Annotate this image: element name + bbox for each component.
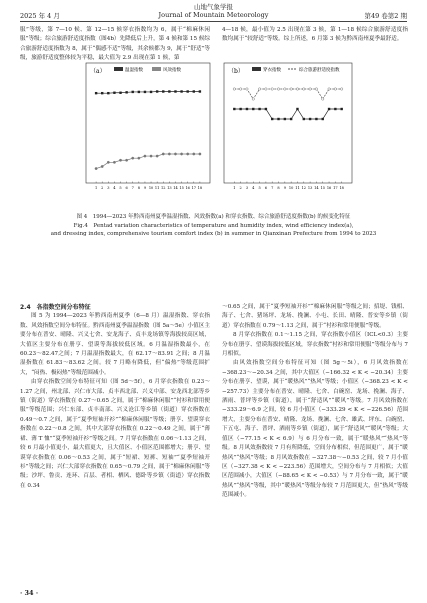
x-tick-label: 5 <box>258 186 261 190</box>
x-tick-label: 4 <box>252 186 255 190</box>
data-point <box>315 118 317 120</box>
x-tick-label: 11 <box>295 186 300 190</box>
paragraph: 8 月穿衣指数在 0.1～1.15 之间，穿衣指数小值区（ICL<0.3）主要分布在册亨、望谟海拔较低区域，穿衣指数“衬衫和常用便服”等级分布与 7 月相似。 <box>222 332 408 358</box>
data-point <box>125 159 127 161</box>
data-point <box>233 88 235 90</box>
x-tick-label: 5 <box>119 186 122 190</box>
data-point <box>168 90 170 92</box>
x-tick-label: 9 <box>283 186 286 190</box>
data-point <box>138 91 140 93</box>
data-point <box>150 155 152 157</box>
data-point <box>258 108 260 110</box>
x-tick-label: 14 <box>314 186 319 190</box>
data-point <box>303 88 305 90</box>
data-point <box>309 88 311 90</box>
x-tick-label: 17 <box>333 186 338 190</box>
legend-swatch-thi <box>114 67 123 71</box>
data-point <box>265 108 267 110</box>
data-point <box>199 90 201 92</box>
data-point <box>156 90 158 92</box>
x-tick-label: 7 <box>131 186 134 190</box>
legend-swatch-wei <box>152 67 161 71</box>
legend-swatch-dress <box>252 67 261 71</box>
data-point <box>95 92 97 94</box>
x-tick-label: 11 <box>154 186 160 190</box>
data-point <box>340 88 342 90</box>
x-tick-label: 2 <box>239 186 242 190</box>
x-tick-label: 15 <box>179 186 184 190</box>
data-point <box>309 118 311 120</box>
data-point <box>186 153 188 155</box>
panel-b-label: （b） <box>228 68 244 75</box>
chart-marks <box>95 88 344 190</box>
x-tick-label: 1 <box>94 186 98 190</box>
x-tick-label: 6 <box>264 186 268 190</box>
x-tick-label: 8 <box>137 186 140 190</box>
data-point <box>328 108 330 110</box>
legend-label-wei: 风效指数 <box>163 68 181 73</box>
data-point <box>246 108 248 110</box>
x-tick-label: 10 <box>288 186 294 190</box>
data-point <box>239 108 241 110</box>
data-point <box>265 88 267 90</box>
panel-a-label: （a） <box>90 68 106 75</box>
data-point <box>132 157 134 159</box>
data-point <box>322 98 324 100</box>
data-point <box>174 90 176 92</box>
paragraph: ～0.65 之间，属于“夏季短袖开衫”“棉麻休闲服”等级之间；招堤、钱相、海子、七舍、猪场坪、龙场、挽澜、小屯、长田、晴隆、普安等乡镇（街道）穿衣指数在 0.79～1.13 之间，属于“衬衫和常用便服”等级。 <box>222 304 408 329</box>
data-point <box>233 108 235 110</box>
figure-4 <box>72 61 356 207</box>
journal-title-en: Journal of Mountain Meteorology <box>158 11 269 19</box>
issue-volume: 第49 卷第2 期 <box>364 12 407 20</box>
data-point <box>303 118 305 120</box>
data-point <box>193 153 195 155</box>
data-point <box>322 118 324 120</box>
x-tick-label: 17 <box>191 186 197 190</box>
data-point <box>334 88 336 90</box>
legend-label-comfort: 综合旅游舒适度指数 <box>299 68 340 73</box>
x-tick-label: 15 <box>320 186 325 190</box>
data-point <box>156 155 158 157</box>
paragraph: 由风效指数空间分布特征可知（图 5g～5i），6 月风效指数在 −368.23～−20.34 之间，其中大值区（−166.32 < K < −20.34）主要分布在册亨、望谟，属于“暖热风”“热风”等级；小值区（−368.23 < K < −257.73）主要分布在普安、晴隆、七舍、白碗窑、龙场、挽澜、海子、洒雨、普坪等乡镇（街道），属于“舒适风”“暖风”等级。7 月风效指数在 −333.29～6.9 之间，较 6 月小值区（−333.29 < K < −226.56）范围增大，主要分布在普安、晴隆、龙场、挽澜、七舍、雄武、坪东、白碗窑、下五屯、海子、普坪、洒雨等乡镇（街道），属于“舒适风”“暖风”等级；大值区（−77.15 < K < 6.9）与 6 月分布一致，属于“暖热风”“热风”等级。8 月风效指数较 7 月有所降低，空间分布相似，但范围更广，属于“暖热风”“热风”等级；8 月风效指数在 −327.38～−0.53 之间，较 7 月小值区（−327.38 < K < −223.56）范围增大，空间分布与 7 月相似；大值区范围减小，大值区（−88.65 < K < −0.53）与 7 月分布一致，属于“暖热风”“热风”等级，其中“暖热风”等级分布较 7 月范围更大，但“热风”等级范围减小。 <box>222 360 408 499</box>
data-point <box>125 91 127 93</box>
paragraph: 由穿衣指数空间分布特征可知（图 5d～5f），6 月穿衣指数在 0.23～1.27 之间，州北部、兴仁市大部、贞丰西北部、兴义中部、安龙西北部等乡镇（街道）穿衣指数在 0.27～0.65 之间，属于“棉麻休闲服”“衬衫和常用便服”等级范围；兴仁东部、贞丰南部、兴义沧江等乡镇（街道）穿衣指数在 0.49～0.7 之间，属于“夏季短袖开衫”“棉麻休闲服”等级；册亨、望谟穿衣指数在 0.22～0.8 之间，其中大部穿衣指数在 0.22～0.49 之间，属于“薄裙、薄 T 恤”“夏季短袖开衫”等级之间。7 月穿衣指数在 0.06～1.13 之间，较 6 月最小值更小，最大值更大，且大值区、小值区范围都增大；册亨、望谟穿衣指数在 0.06～0.53 之间，属于“短裙、短裤、短袖”“夏季短袖开衫”等级之间；兴仁大部穿衣指数在 0.65～0.79 之间，属于“棉麻休闲服”等级；沙坪、鲁贡、连环、百层、者相、栖风、德卧等乡镇（街道）穿衣指数在 0.34 <box>20 379 210 489</box>
data-point <box>252 98 254 100</box>
data-point <box>296 108 298 110</box>
data-point <box>144 91 146 93</box>
data-point <box>246 88 248 90</box>
x-tick-label: 13 <box>307 186 313 190</box>
data-point <box>290 118 292 120</box>
x-tick-label: 7 <box>271 186 274 190</box>
data-point <box>101 92 103 94</box>
x-tick-label: 8 <box>277 186 280 190</box>
data-point <box>174 153 176 155</box>
x-tick-label: 18 <box>197 186 203 190</box>
data-point <box>107 161 109 163</box>
top-right-column <box>222 26 408 45</box>
data-point <box>113 92 115 94</box>
x-tick-label: 13 <box>167 186 172 190</box>
data-point <box>162 90 164 92</box>
legend-label-dress: 穿衣指数 <box>263 68 281 73</box>
data-point <box>180 90 182 92</box>
data-point <box>328 88 330 90</box>
x-tick-label: 2 <box>101 186 104 190</box>
bottom-right-column <box>222 303 408 501</box>
figure-caption-cn: 图 4 1994—2023 年黔西南州夏季温湿指数、风效指数(a) 和穿衣指数、综合旅游舒适度指数(b) 的候变化特征 <box>76 214 351 220</box>
data-point <box>239 88 241 90</box>
data-point <box>277 118 279 120</box>
data-point <box>150 91 152 93</box>
data-point <box>290 88 292 90</box>
data-point <box>138 157 140 159</box>
data-point <box>284 118 286 120</box>
data-point <box>340 108 342 110</box>
data-point <box>258 88 260 90</box>
data-point <box>107 92 109 94</box>
legend-label-thi: 温湿指数 <box>125 68 143 73</box>
data-point <box>277 88 279 90</box>
data-point <box>199 153 201 155</box>
data-point <box>162 153 164 155</box>
x-tick-label: 6 <box>125 186 128 190</box>
data-point <box>315 88 317 90</box>
paragraph: 图 5 为 1994—2023 年黔西南州夏季（6—8 月）温湿指数、穿衣指数、风效指数空间分布特征。黔西南州夏季温湿指数（图 5a～5e）小值区主要分布在普安、晴隆、兴义七舍、安龙海子、贞丰龙场镇等海拔较高区域，大值区主要分布在册亨、望谟等海拔较低区域。6 月温湿指数最小，在 60.23～82.47之间；7 月温湿指数最大，在 62.17～83.91 之间；8 月温湿指数在 61.83～83.62 之间。较 7 月略有降低，但“偏热”等级范围扩大，“闷热、极闷热”等级范围减小。 <box>20 313 210 376</box>
data-point <box>186 90 188 92</box>
x-tick-label: 16 <box>185 186 190 190</box>
journal-header <box>0 3 427 19</box>
series-line <box>96 154 200 169</box>
data-point <box>144 155 146 157</box>
data-point <box>119 159 121 161</box>
top-left-column <box>20 26 210 64</box>
journal-title-cn: 山地气象学报 <box>194 3 233 11</box>
section-heading: 2.4 各指数空间分布特征 <box>20 304 91 311</box>
data-point <box>95 167 97 169</box>
x-tick-label: 3 <box>245 186 249 190</box>
x-tick-label: 12 <box>301 186 307 190</box>
bottom-left-column <box>20 303 210 491</box>
data-point <box>271 88 273 90</box>
x-tick-label: 18 <box>339 186 344 190</box>
x-tick-label: 14 <box>173 186 178 190</box>
data-point <box>284 88 286 90</box>
data-point <box>296 88 298 90</box>
header-rule <box>20 21 407 22</box>
panel-b-frame <box>224 63 352 183</box>
data-point <box>119 92 121 94</box>
data-point <box>113 161 115 163</box>
page-number: · 34 · <box>20 589 39 597</box>
data-point <box>193 90 195 92</box>
data-point <box>180 153 182 155</box>
series-line <box>234 109 341 119</box>
x-tick-label: 4 <box>113 186 116 190</box>
legend-a <box>114 66 181 73</box>
x-tick-label: 9 <box>143 186 147 190</box>
figure-caption-en-2: and dressing index, comprehensive tourism comfort index (b) in summer in Qianxinan Prefecture from 1994 to 2023 <box>50 231 377 237</box>
issue-date: 2025 年 4 月 <box>20 12 60 20</box>
data-point <box>334 108 336 110</box>
x-tick-label: 1 <box>233 186 236 190</box>
x-tick-label: 12 <box>161 186 166 190</box>
data-point <box>101 165 103 167</box>
figure-caption-en-1: Fig.4 Pentad variation characteristics of temperature and humidity index, wind efficiency index(a), <box>73 223 354 229</box>
data-point <box>132 91 134 93</box>
legend-b <box>252 66 340 73</box>
data-point <box>168 153 170 155</box>
data-point <box>271 118 273 120</box>
paragraph: 4—18 候，最小值为 2.5 出现在第 3 候，第 1—18 候综合旅游舒适度指数均属于“较舒适”等级。综上所述，6 月第 3 候为黔西南州夏季最舒适。 <box>222 27 408 43</box>
x-tick-label: 10 <box>148 186 154 190</box>
x-tick-label: 16 <box>326 186 332 190</box>
series-line <box>234 89 341 99</box>
paragraph: 服”等级，第 7—10 候、第 12—15 候穿衣指数均为 6，属于“棉麻休闲服”等级；综合旅游舒适度指数（图4b）先降低后上升，第 4 候和第 15 候综合旅游舒适度指数为 8，属于“偶感不适”等级，其余候都为 9，属于“舒适”等级，旅游舒适度整体较为平稳，最大值为 2.9 出现在第 1 候，第 <box>20 27 211 62</box>
series-line <box>96 92 200 94</box>
data-point <box>252 108 254 110</box>
x-tick-label: 3 <box>107 186 110 190</box>
